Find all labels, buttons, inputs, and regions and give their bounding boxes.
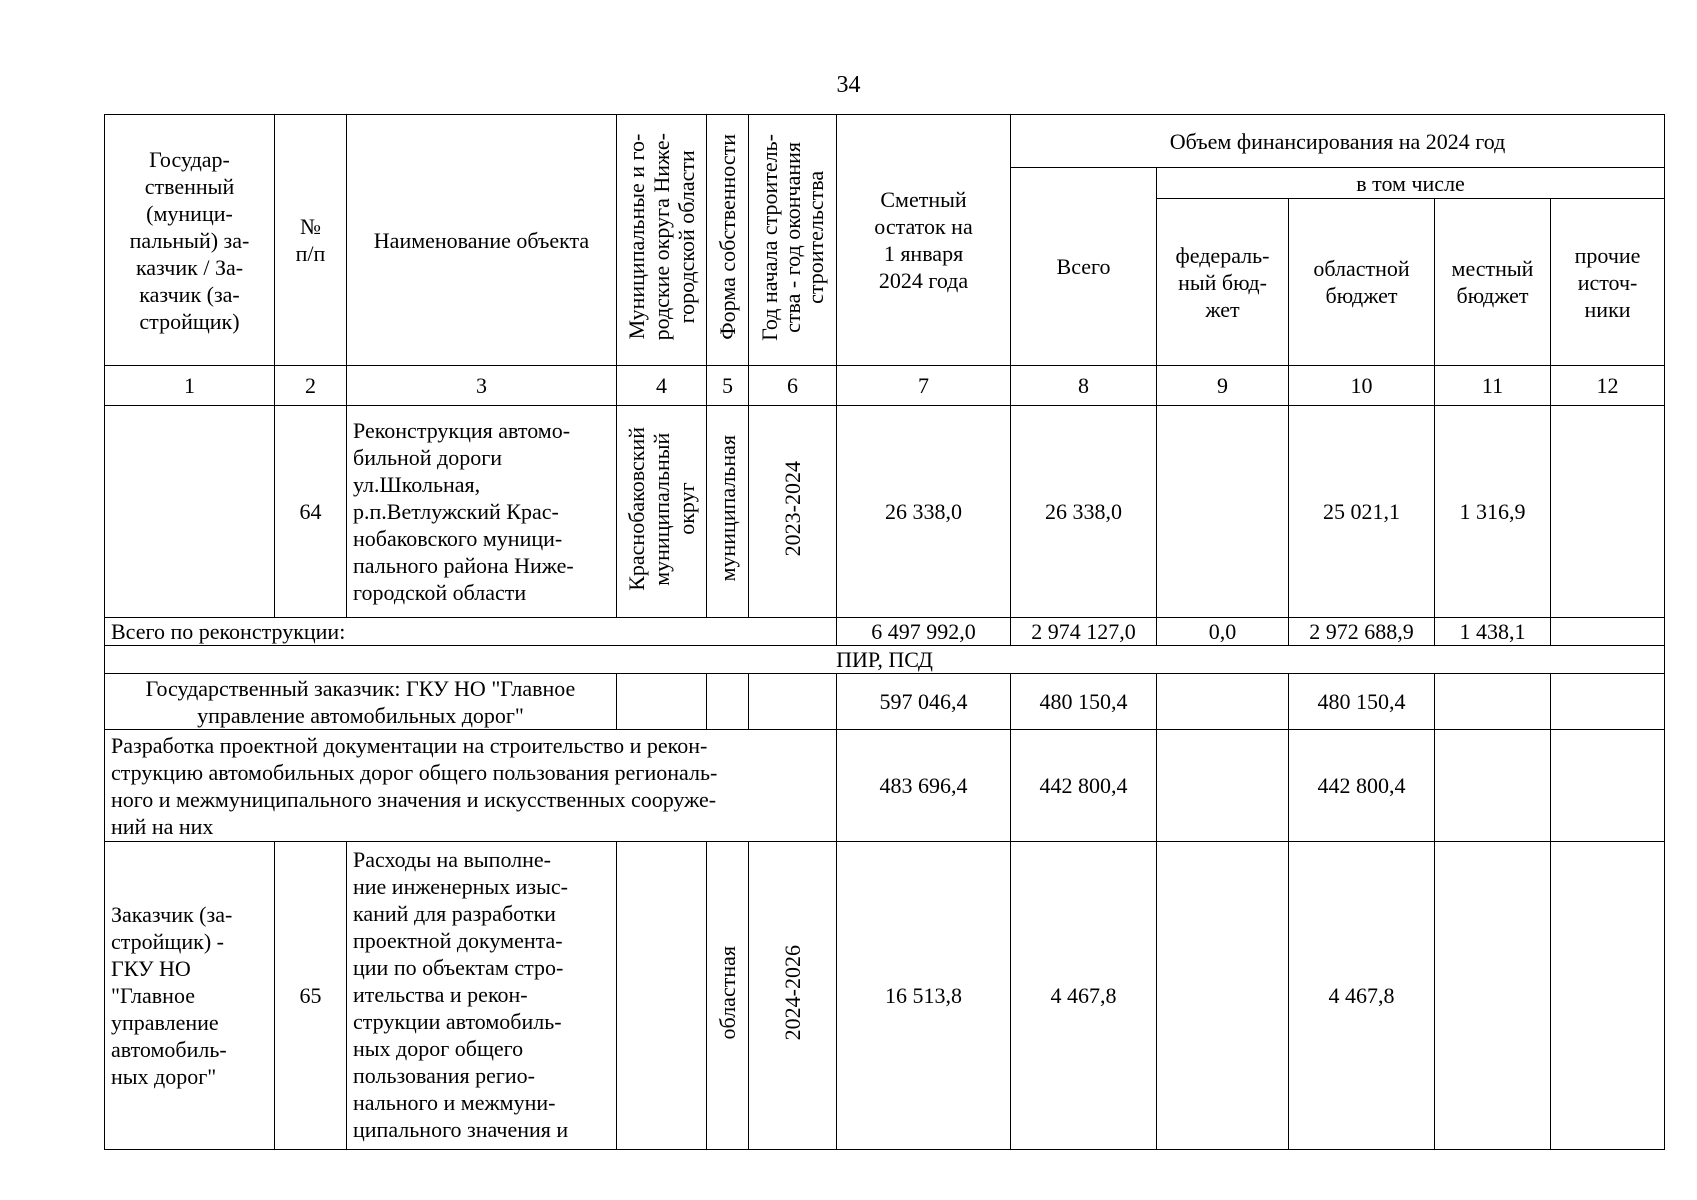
text-line: пального района Ниже- — [353, 553, 574, 578]
state-customer-label — [105, 674, 617, 730]
text-line: проектной документа- — [353, 928, 563, 953]
text-line: пальный) за- — [129, 227, 250, 253]
row64-other — [1551, 406, 1665, 618]
text-line: ципального значения и — [353, 1117, 569, 1142]
text-line: нобаковского муници- — [353, 526, 563, 551]
header-including: в том числе — [1157, 168, 1665, 199]
row64-municipality — [617, 406, 707, 618]
column-number: 12 — [1551, 366, 1665, 406]
header-municipality — [617, 115, 707, 366]
text-line: Государственный заказчик: ГКУ НО "Главное — [145, 675, 576, 701]
text-line: Сметный — [880, 187, 967, 212]
row65-years: 2024-2026 — [749, 842, 837, 1150]
header-other — [1551, 199, 1665, 366]
header-customer — [105, 115, 275, 366]
text-line: федераль- — [1175, 242, 1270, 268]
text-line: ние инженерных изыс- — [353, 874, 568, 899]
text-line: строительства — [803, 170, 828, 304]
text-line: бюджет — [1456, 283, 1529, 308]
column-number: 5 — [707, 366, 749, 406]
section-title: ПИР, ПСД — [105, 646, 1665, 674]
state-customer-ownership — [707, 674, 749, 730]
row65-name — [347, 842, 617, 1150]
financing-table — [104, 114, 1665, 1150]
row65-total: 4 467,8 — [1011, 842, 1157, 1150]
text-line: ции по объектам стро- — [353, 955, 564, 980]
text-line: ул.Школьная, — [353, 472, 481, 497]
row65-federal — [1157, 842, 1289, 1150]
column-number: 11 — [1435, 366, 1551, 406]
text-line: струкцию автомобильных дорог общего пользования региональ- — [111, 759, 718, 785]
text-line: стройщик) - — [111, 929, 224, 954]
total-reconstruction-total: 2 974 127,0 — [1011, 618, 1157, 646]
section-row — [105, 646, 1665, 674]
row64-ownership: муниципальная — [707, 406, 749, 618]
header-ownership: Форма собственности — [707, 115, 749, 366]
state-customer-total: 480 150,4 — [1011, 674, 1157, 730]
state-customer-regional: 480 150,4 — [1289, 674, 1435, 730]
text-line: ственный — [144, 173, 235, 199]
row64-regional: 25 021,1 — [1289, 406, 1435, 618]
text-line: нального и межмуни- — [353, 1090, 556, 1115]
text-line: местный — [1451, 256, 1534, 281]
text-line: Государ- — [149, 146, 230, 172]
state-customer-municipality — [617, 674, 707, 730]
total-reconstruction-row — [105, 618, 1665, 646]
design-docs-row — [105, 730, 1665, 842]
design-docs-other — [1551, 730, 1665, 842]
row64-local: 1 316,9 — [1435, 406, 1551, 618]
total-reconstruction-label: Всего по реконструкции: — [105, 618, 837, 646]
text-line: областной — [1313, 256, 1410, 281]
state-customer-other — [1551, 674, 1665, 730]
column-number: 10 — [1289, 366, 1435, 406]
column-number: 2 — [275, 366, 347, 406]
text-line: Разработка проектной документации на строительство и рекон- — [111, 732, 708, 758]
text-line: городской области — [674, 150, 699, 324]
text-line: бильной дороги — [353, 445, 503, 470]
total-reconstruction-other — [1551, 618, 1665, 646]
row65-other — [1551, 842, 1665, 1150]
text-line: казчик / За- — [135, 254, 244, 280]
row65-local — [1435, 842, 1551, 1150]
page-number: 34 — [836, 72, 861, 98]
header-no — [275, 115, 347, 366]
text-line: остаток на — [874, 214, 973, 239]
header-estimate — [837, 115, 1011, 366]
row64-years: 2023-2024 — [749, 406, 837, 618]
text-line: ительства и рекон- — [353, 982, 528, 1007]
text-line: ний на них — [111, 813, 214, 839]
design-docs-label — [105, 730, 837, 842]
design-docs-regional: 442 800,4 — [1289, 730, 1435, 842]
header-total: Всего — [1011, 168, 1157, 366]
text-line: родские округа Ниже- — [649, 133, 674, 341]
text-line: Заказчик (за- — [111, 902, 233, 927]
text-line: Реконструкция автомо- — [353, 418, 571, 443]
table-row — [105, 406, 1665, 618]
column-number: 6 — [749, 366, 837, 406]
state-customer-local — [1435, 674, 1551, 730]
header-financing: Объем финансирования на 2024 год — [1011, 115, 1665, 168]
row64-estimate: 26 338,0 — [837, 406, 1011, 618]
text-line: муниципальный — [649, 431, 674, 586]
row65-ownership: областная — [707, 842, 749, 1150]
text-line: городской области — [353, 580, 527, 605]
design-docs-total: 442 800,4 — [1011, 730, 1157, 842]
column-numbers-row — [105, 366, 1665, 406]
text-line: (муници- — [146, 200, 233, 226]
text-line: казчик (за- — [139, 281, 240, 307]
row64-federal — [1157, 406, 1289, 618]
text-line: ный бюд- — [1178, 269, 1267, 295]
column-number: 3 — [347, 366, 617, 406]
column-number: 4 — [617, 366, 707, 406]
text-line: управление автомобильных дорог" — [197, 702, 524, 728]
header-years — [749, 115, 837, 366]
column-number: 1 — [105, 366, 275, 406]
text-line: каний для разработки — [353, 901, 556, 926]
text-line: округ — [674, 482, 699, 535]
text-line: Год начала строитель- — [757, 133, 782, 341]
total-reconstruction-regional: 2 972 688,9 — [1289, 618, 1435, 646]
text-line: ства - год окончания — [780, 141, 805, 333]
header-name: Наименование объекта — [347, 115, 617, 366]
state-customer-estimate: 597 046,4 — [837, 674, 1011, 730]
text-line: стройщик) — [139, 308, 240, 334]
text-line: ники — [1584, 296, 1631, 322]
text-line: 1 января — [883, 241, 964, 266]
total-reconstruction-local: 1 438,1 — [1435, 618, 1551, 646]
row65-regional: 4 467,8 — [1289, 842, 1435, 1150]
text-line: п/п — [295, 241, 326, 266]
text-line: управление — [111, 1010, 219, 1035]
text-line: ГКУ НО — [111, 956, 191, 981]
text-line: ных дорог" — [111, 1064, 217, 1089]
row65-municipality — [617, 842, 707, 1150]
text-line: жет — [1205, 296, 1240, 322]
column-number: 9 — [1157, 366, 1289, 406]
row65-customer — [105, 842, 275, 1150]
text-line: автомобиль- — [111, 1037, 227, 1062]
text-line: прочие — [1574, 242, 1641, 268]
design-docs-estimate: 483 696,4 — [837, 730, 1011, 842]
text-line: р.п.Ветлужский Крас- — [353, 499, 559, 524]
row64-customer — [105, 406, 275, 618]
header-local — [1435, 199, 1551, 366]
header-regional — [1289, 199, 1435, 366]
text-line: ных дорог общего — [353, 1036, 524, 1061]
header-federal — [1157, 199, 1289, 366]
state-customer-row — [105, 674, 1665, 730]
text-line: № — [300, 214, 321, 239]
state-customer-years — [749, 674, 837, 730]
text-line: "Главное — [111, 983, 195, 1008]
column-number: 7 — [837, 366, 1011, 406]
state-customer-federal — [1157, 674, 1289, 730]
design-docs-federal — [1157, 730, 1289, 842]
row64-name — [347, 406, 617, 618]
table-row — [105, 842, 1665, 1150]
text-line: бюджет — [1325, 283, 1398, 308]
column-number: 8 — [1011, 366, 1157, 406]
text-line: Краснобаковский — [624, 426, 649, 591]
text-line: Муниципальные и го- — [624, 134, 649, 340]
text-line: ного и межмуниципального значения и искусственных сооруже- — [111, 786, 717, 812]
row64-no: 64 — [275, 406, 347, 618]
text-line: пользования регио- — [353, 1063, 535, 1088]
text-line: 2024 года — [878, 268, 969, 293]
text-line: Расходы на выполне- — [353, 847, 552, 872]
row65-estimate: 16 513,8 — [837, 842, 1011, 1150]
design-docs-local — [1435, 730, 1551, 842]
total-reconstruction-estimate: 6 497 992,0 — [837, 618, 1011, 646]
text-line: струкции автомобиль- — [353, 1009, 562, 1034]
row64-total: 26 338,0 — [1011, 406, 1157, 618]
total-reconstruction-federal: 0,0 — [1157, 618, 1289, 646]
text-line: источ- — [1577, 269, 1638, 295]
row65-no: 65 — [275, 842, 347, 1150]
